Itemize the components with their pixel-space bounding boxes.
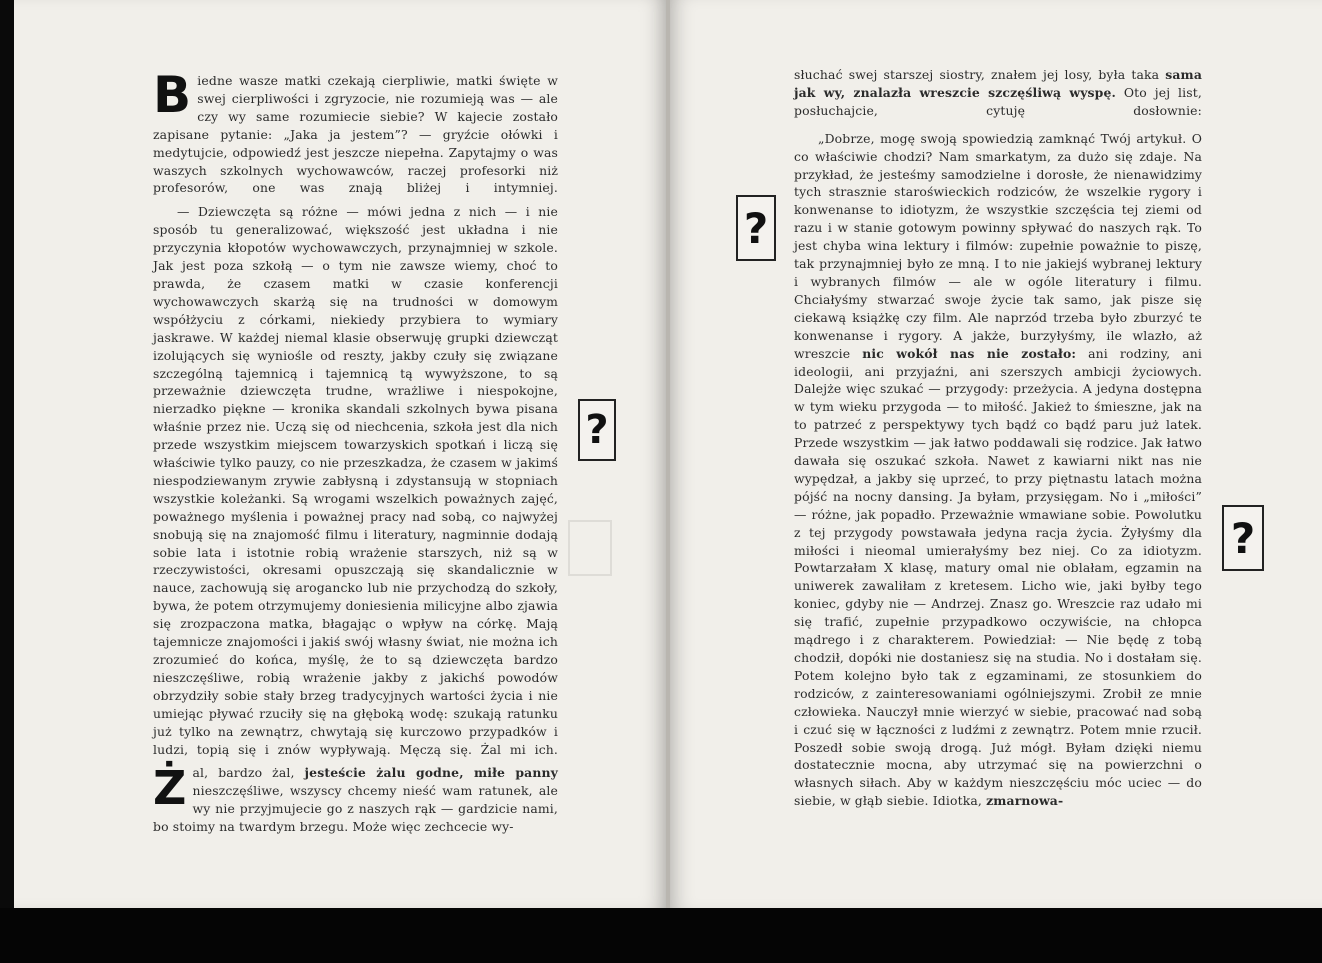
- question-mark-icon: ?: [736, 195, 776, 261]
- ghost-question-mark-icon: [568, 520, 612, 576]
- question-mark-icon: ?: [1222, 505, 1264, 571]
- right-intro: słuchać swej starszej siostry, znałem jej losy, była taka sama jak wy, znalazła wreszcie szczęśliwą wyspę. Oto jej list, posłuchajcie, cytuję dosłownie:: [794, 67, 1202, 118]
- left-paragraph-1: [153, 66, 558, 197]
- left-paragraph-3: Żal, bardzo żal, jesteście żalu godne, miłe panny nieszczęśliwe, wszyscy chcemy nieść wam ratunek, ale wy nie przyjmujecie go z naszych rąk — gardzicie nami, bo stoimy na twardym brzegu. Może więc zechcecie wy-: [153, 761, 559, 835]
- right-letter: „Dobrze, mogę swoją spowiedzią zamknąć Twój artykuł. O co właściwie chodzi? Nam smarkatym, za dużo się zdaje. Na przykład, że jesteśmy samodzielne i dorosłe, że nienawidzimy tych strasznie staroświeckich rodziców, że wszelkie rygory i konwenanse to idiotyzm, że wszystkie szczęścia tej ziemi od razu i w stanie gotowym powinny spływać do naszych rąk. To jest chyba wina lektury i filmów: zupełnie poważnie to piszę, tak przynajmniej było ze mną. I to nie jakiejś wybranej lektury i wybranych filmów — ale w ogóle literatury i filmu. Chciałyśmy stwarzać swoje życie tak samo, jak pisze się ciekawą książkę czy film. Ale naprzód trzeba było zburzyć te konwenanse i rygory. A jakże, burzyłyśmy, ile wlazło, aż wreszcie nic wokół nas nie zostało: ani rodziny, ani ideologii, ani przyjaźni, ani szerszych ambicji życiowych. Dalejże więc szukać — przygody: przeżycia. A jedyna dostępna w tym wieku przygoda — to miłość. Jakież to śmieszne, jak na to patrzeć z perspektywy tych bądź co bądź paru już latek. Przede wszystkim — jak łatwo poddawali się rodzice. Jak łatwo dawała się oszukać szkoła. Nawet z kawiarni nikt nas nie wypędzał, a jakby się uprzeć, to przy piętnastu latach można pójść na nocny dansing. Ja byłam, przysięgam. No i „miłości” — różne, jak popadło. Przeważnie wmawiane sobie. Powolutku z tej przygody powstawała jedyna racja życia. Żyłyśmy dla miłości i nieomal umierałyśmy bez niej. Co za idiotyzm. Powtarzałam X klasę, matury omal nie oblałam, egzamin na uniwerek zawaliłam z kretesem. Licho wie, jaki byłby tego koniec, gdyby nie — Andrzej. Znasz go. Wreszcie raz udało mi się trafić, zupełnie przypadkowo oczywiście, na chłopca mądrego i z charakterem. Powiedział: — Nie będę z tobą chodził, dopóki nie dostaniesz się na studia. No i dostałam się. Potem kolejno było tak z egzaminami, ze stosunkiem do rodziców, z zainteresowaniami ogólniejszymi. Zrobił ze mnie człowieka. Nauczył mnie wierzyć w siebie, pracować nad sobą i czuć się w łączności z ludźmi z zewnątrz. Potem mnie rzucił. Poszedł sobie swoją drogą. Już mógł. Byłam dzięki niemu dostatecznie mocna, aby utrzymać się na powierzchni o własnych siłach. Aby w każdym nieszczęściu móc uciec — do siebie, w głąb siebie. Idiotka, zmarnowa-: [794, 130, 1202, 809]
- background-strip: [0, 908, 1322, 963]
- left-paragraph-1-text: iedne wasze matki czekają cierpliwie, matki święte w swej cierpliwości i zgryzocie, nie rozumieją was — ale czy wy same rozumiecie siebie? W kajecie zostało zapisane pytanie: „Jaka ja jestem”? — gryźcie ołówki i medytujcie, odpowiedź jest jeszcze niepełna. Zapytajmy o was waszych szkolnych wychowawców, raczej profesorki niż profesorów, one was znają bliżej i intymniej.: [153, 73, 558, 196]
- book-gutter: [666, 0, 670, 908]
- dropcap-b: B: [153, 66, 192, 124]
- left-paragraph-2: — Dziewczęta są różne — mówi jedna z nich — i nie sposób tu generalizować, większość jest układna i nie przyczynia kłopotów wychowawczych, przynajmniej w szkole. Jak jest poza szkołą — o tym nie zawsze wiemy, choć to prawda, że czasem matki w czasie konferencji wychowawczych skarżą się na trudności w domowym współżyciu z córkami, niekiedy przybiera to wymiary jaskrawe. W każdej niemal klasie obserwuję grupki dziewcząt izolujących się wyniośle od reszty, jakby czuły się związane szczególną tajemnicą i tajemnicą tą wywyższone, to są przeważnie dziewczęta trudne, wrażliwe i niespokojne, nierzadko piękne — kronika skandali szkolnych bywa pisana właśnie przez nie. Uczą się od niechcenia, szkoła jest dla nich przede wszystkim miejscem towarzyskich spotkań i liczą się właściwie tylko pauzy, co nie przeszkadza, że czasem w jakimś niespodziewanym zrywie zabłysną i zdystansują w stopniach wszystkie koleżanki. Są wrogami wszelkich poważnych zajęć, poważnego myślenia i poważnej pracy nad sobą, co najwyżej snobują się na znajomość filmu i literatury, nagminnie dodają sobie lata i istotnie robią wrażenie starszych, niż są w rzeczywistości, okresami opuszczają się skandalicznie w nauce, zachowują się arogancko lub nie przychodzą do szkoły, bywa, że potem otrzymujemy doniesienia milicyjne albo zjawia się zrozpaczona matka, błagając o wpływ na córkę. Mają tajemnicze znajomości i jakiś swój własny świat, nie można ich zrozumieć do końca, myślę, że to są dziewczęta bardzo nieszczęśliwe, robią wrażenie jakby z jakichś powodów obrzydziły sobie stały brzeg tradycyjnych wartości życia i nie umiejąc pływać rzuciły się na głęboką wodę: szukają ratunku już tylko na zewnątrz, chwytają się kurczowo przypadków i ludzi, topią się i znów wypływają. Męczą się. Żal mi ich.: [153, 204, 558, 757]
- bold-phrase: jesteście żalu godne, miłe panny: [304, 765, 559, 781]
- dropcap-z: Ż: [153, 761, 187, 816]
- left-edge: [0, 0, 14, 908]
- left-page-text: [153, 66, 559, 836]
- bold-phrase: nic wokół nas nie zostało:: [862, 345, 1077, 361]
- question-mark-icon: ?: [578, 399, 616, 461]
- right-page-text: [794, 66, 1202, 810]
